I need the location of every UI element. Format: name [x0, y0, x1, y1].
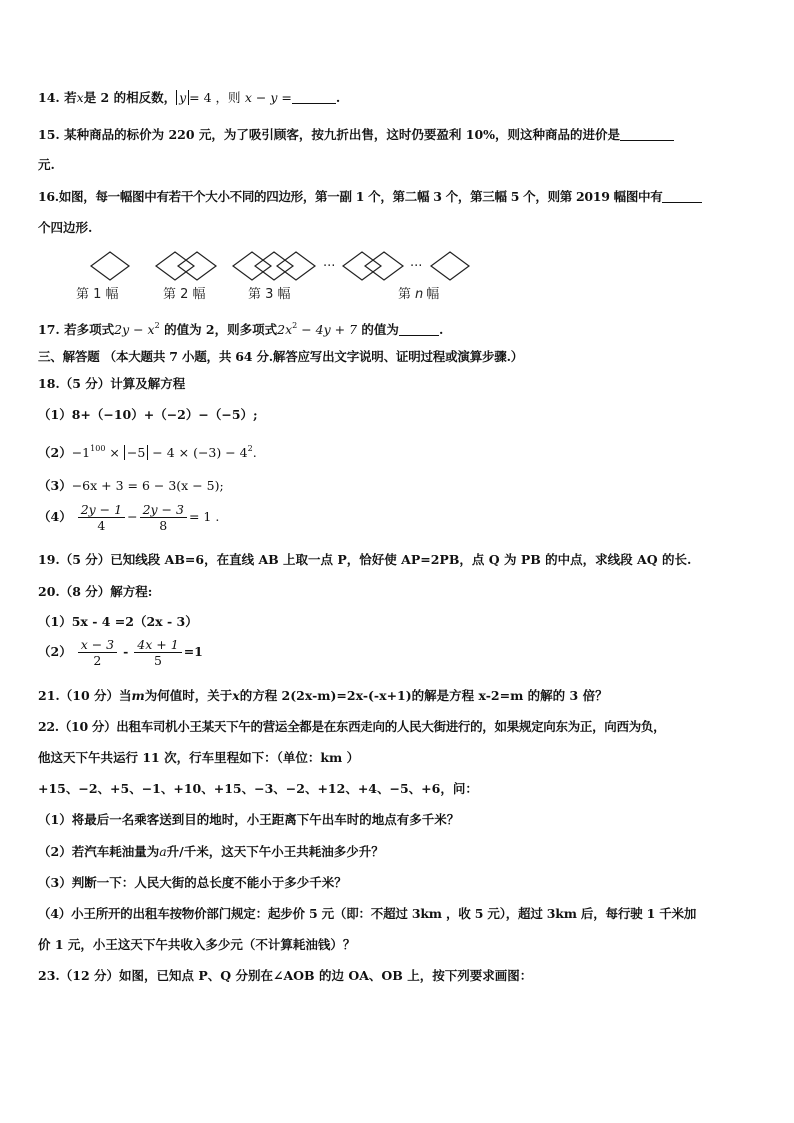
- question-22-part-4: （4）小王所开的出租车按物价部门规定：起步价 5 元（即：不超过 3km ，收 5 元），超过 3km 后，每行驶 1 千米加: [38, 906, 697, 921]
- question-15-cont: 元.: [38, 157, 55, 172]
- question-18: 18.（5 分）计算及解方程: [38, 376, 186, 391]
- question-22-part-1: （1）将最后一名乘客送到目的地时，小王距离下午出车时的地点有多千米？: [38, 812, 460, 827]
- figure-label-3: 第 3 幅: [248, 287, 291, 302]
- mileage-data: +15、−2、+5、−1、+10、+15、−3、−2、+12、+4、−5、+6，问：: [38, 781, 478, 796]
- figure-label-n: 第 n 幅: [398, 287, 440, 302]
- fraction: $\frac{x - 3}{2}$: [78, 637, 117, 668]
- diamond-shape: [91, 252, 129, 280]
- question-23: 23.（12 分）如图，已知点 P、Q 分别在∠AOB 的边 OA、OB 上，按下列要求画图：: [38, 968, 533, 983]
- diamond-shape: [156, 252, 194, 280]
- diamond-shape: [178, 252, 216, 280]
- answer-blank: [292, 91, 336, 104]
- question-17: 17. 若多项式$2y - x^2$ 的值为 2，则多项式$2x^2 - 4y + 7$ 的值为 .: [38, 321, 444, 337]
- question-18-part-1: （1）8+（−10）+（−2）−（−5）;: [38, 407, 258, 422]
- question-14: 14. 若x是 2 的相反数， y = 4 ，则 x − y = .: [38, 90, 341, 105]
- fraction: $\frac{2y - 1}{4}$: [78, 502, 125, 533]
- diamond-shape: [365, 252, 403, 280]
- answer-blank: [662, 190, 702, 203]
- question-22-part-2: （2）若汽车耗油量为a升/千米，这天下午小王共耗油多少升？: [38, 844, 384, 859]
- question-18-part-4: （4） $\frac{2y - 1}{4}$ − $\frac{2y - 3}{8}$ = 1 .: [38, 502, 220, 533]
- question-22-cont: 他这天下午共运行 11 次，行车里程如下：（单位：km ）: [38, 750, 360, 765]
- ellipsis: ···: [410, 259, 423, 274]
- question-22-part-3: （3）判断一下：人民大街的总长度不能小于多少千米？: [38, 875, 347, 890]
- question-20-part-1: （1）5x - 4 =2（2x - 3）: [38, 614, 198, 629]
- fraction: $\frac{4x + 1}{5}$: [134, 637, 181, 668]
- diamond-shape: [343, 252, 381, 280]
- figure-label-1: 第 1 幅: [76, 287, 119, 302]
- question-18-part-2: $(2)-1^{100} \times -5 - 4 \times (-3) - 4^2$.: [38, 444, 257, 460]
- question-22-part-4-cont: 价 1 元，小王这天下午共收入多少元（不计算耗油钱）？: [38, 937, 356, 952]
- question-21: 21.（10 分）当m为何值时，关于x的方程 2(2x-m)=2x-(-x+1)的解是方程 x-2=m 的解的 3 倍？: [38, 688, 608, 703]
- question-18-part-3: （3）−6x + 3 = 6 − 3(x − 5);: [38, 478, 224, 493]
- fraction: $\frac{2y - 3}{8}$: [140, 502, 187, 533]
- question-20: 20.（8 分）解方程:: [38, 584, 153, 599]
- question-16-cont: 个四边形.: [38, 220, 93, 235]
- figure-label-2: 第 2 幅: [163, 287, 206, 302]
- diamond-shape: [277, 252, 315, 280]
- question-number: 14.: [38, 90, 60, 105]
- question-15: 15. 某种商品的标价为 220 元，为了吸引顾客，按九折出售，这时仍要盈利 10%，则这种商品的进价是: [38, 127, 674, 143]
- diamond-shape: [431, 252, 469, 280]
- question-22: 22.（10 分）出租车司机小王某天下午的营运全都是在东西走向的人民大街进行的，如果规定向东为正，向西为负，: [38, 719, 666, 734]
- diamond-shape: [233, 252, 271, 280]
- diamond-shape: [255, 252, 293, 280]
- section-heading: 三、解答题 （本大题共 7 小题，共 64 分.解答应写出文字说明、证明过程或演算步骤.）: [38, 349, 524, 364]
- answer-blank: [620, 128, 674, 141]
- question-19: 19.（5 分）已知线段 AB=6，在直线 AB 上取一点 P，恰好使 AP=2PB，点 Q 为 PB 的中点，求线段 AQ 的长.: [38, 552, 692, 567]
- question-20-part-2: （2） $\frac{x - 3}{2}$ - $\frac{4x + 1}{5}$ =1: [38, 637, 203, 668]
- quadrilateral-figure: [0, 246, 794, 304]
- ellipsis: ···: [323, 259, 336, 274]
- question-16: 16.如图，每一幅图中有若干个大小不同的四边形，第一副 1 个，第二幅 3 个，第三幅 5 个，则第 2019 幅图中有: [38, 189, 702, 205]
- answer-blank: [399, 323, 439, 336]
